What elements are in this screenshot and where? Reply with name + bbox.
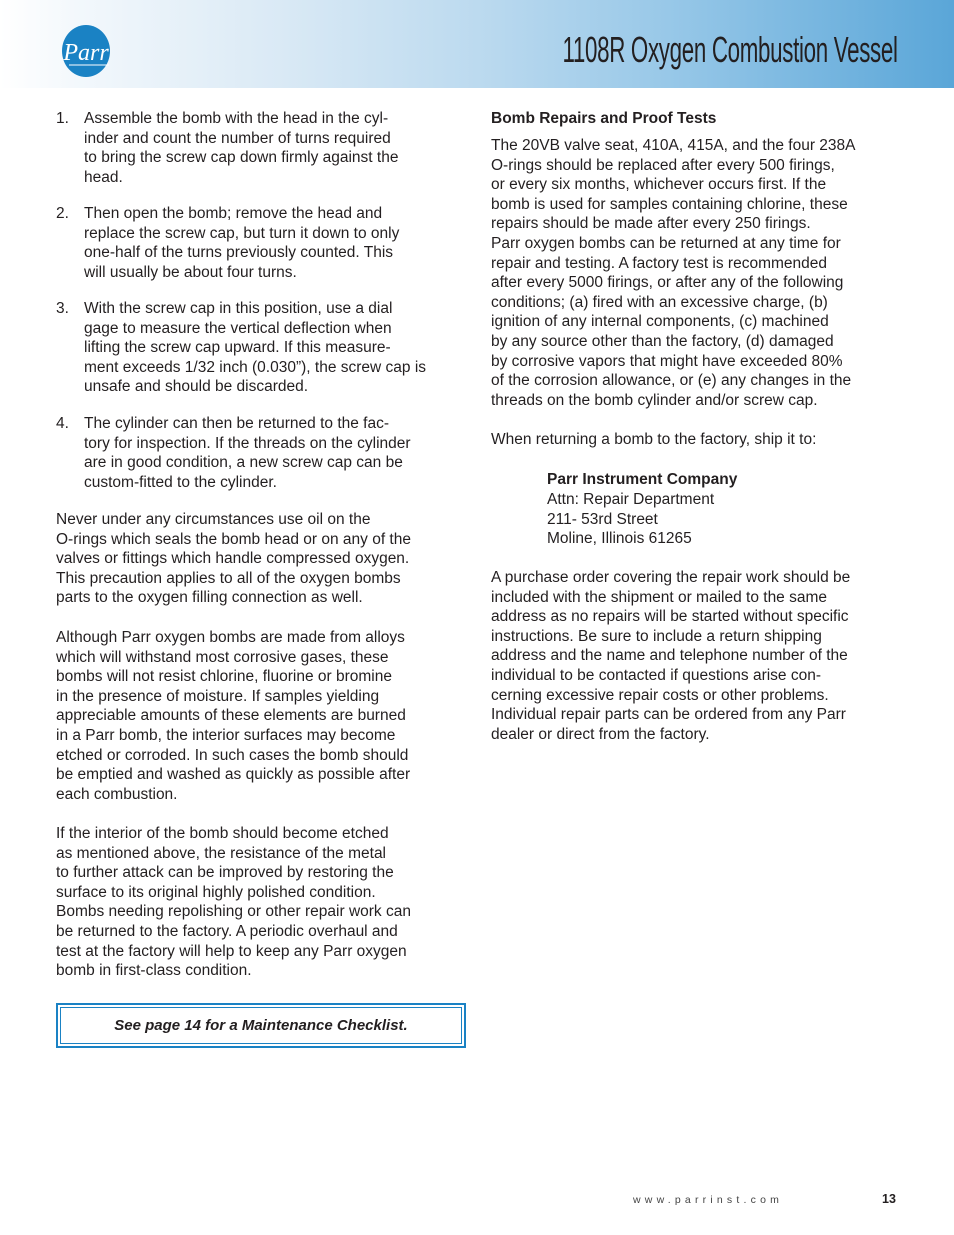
page-number: 13: [882, 1192, 896, 1206]
list-item: The cylinder can then be returned to the fac- tory for inspection. If the threads on the cylinder are in good condition, a new screw cap can be custom-fitted to the cylinder.: [84, 415, 411, 491]
address-company: Parr Instrument Company: [547, 471, 738, 488]
list-item: Assemble the bomb with the head in the cyl- inder and count the number of turns required to bring the screw cap down firmly against the head.: [84, 110, 399, 186]
paragraph: Never under any circumstances use oil on the O-rings which seals the bomb head or on any of the valves or fittings which handle compressed oxygen. This precaution applies to all of the oxygen bombs parts to the oxygen filling connection as well.: [56, 511, 411, 607]
parr-logo: [61, 24, 114, 77]
list-item: Then open the bomb; remove the head and replace the screw cap, but turn it down to only one-half of the turns previously counted. This will usually be about four turns.: [84, 205, 400, 281]
list-item: With the screw cap in this position, use a dial gage to measure the vertical deflection when lifting the screw cap upward. If this measure- ment exceeds 1/32 inch (0.030”), the screw cap is unsafe and should be discarded.: [84, 300, 427, 396]
list-number: 3.: [56, 300, 69, 317]
address-lines: Attn: Repair Department 211- 53rd Street Moline, Illinois 61265: [547, 491, 715, 548]
paragraph: A purchase order covering the repair work should be included with the shipment or mailed to the same address as no repairs will be started without specific instructions. Be sure to include a return shipping address and the name and telephone number of the individual to be contacted if questions arise con- cerning excessive repair costs or other problems. Individual repair parts can be ordered from any Parr dealer or direct from the factory.: [491, 569, 851, 743]
list-number: 4.: [56, 415, 69, 432]
footer-url: www.parrinst.com: [633, 1194, 784, 1206]
paragraph: When returning a bomb to the factory, ship it to:: [491, 431, 817, 448]
paragraph: Although Parr oxygen bombs are made from alloys which will withstand most corrosive gases, these bombs will not resist chlorine, fluorine or bromine in the presence of moisture. If samples yielding appreciable amounts of these elements are burned in a Parr bomb, the interior surfaces may become etched or corroded. In such cases the bomb should be emptied and washed as quickly as possible after each combustion.: [56, 629, 411, 803]
paragraph: The 20VB valve seat, 410A, 415A, and the four 238A O-rings should be replaced after every 500 firings, or every six months, whichever occurs first. If the bomb is used for samples containing chlorine, these repairs should be made after every 250 firings. Parr oxygen bombs can be returned at any time for repair and testing. A factory test is recommended after every 5000 firings, or after any of the following conditions; (a) fired with an excessive charge, (b) ignition of any internal components, (c) machined by any source other than the factory, (d) damaged by corrosive vapors that might have exceeded 80% of the corrosion allowance, or (e) any changes in the threads on the bomb cylinder and/or screw cap.: [491, 137, 856, 409]
document-title: 1108R Oxygen Combustion Vessel: [562, 29, 898, 70]
section-heading: Bomb Repairs and Proof Tests: [491, 110, 717, 127]
paragraph: If the interior of the bomb should become etched as mentioned above, the resistance of the metal to further attack can be improved by restoring the surface to its original highly polished condition. Bombs needing repolishing or other repair work can be returned to the factory. A periodic overhaul and test at the factory will help to keep any Parr oxygen bomb in first-class condition.: [56, 825, 411, 980]
svg-text:Parr: Parr: [63, 40, 109, 66]
callout-text: See page 14 for a Maintenance Checklist.: [60, 1007, 462, 1044]
callout-box: [56, 1003, 466, 1048]
list-number: 2.: [56, 205, 69, 222]
list-number: 1.: [56, 110, 69, 127]
